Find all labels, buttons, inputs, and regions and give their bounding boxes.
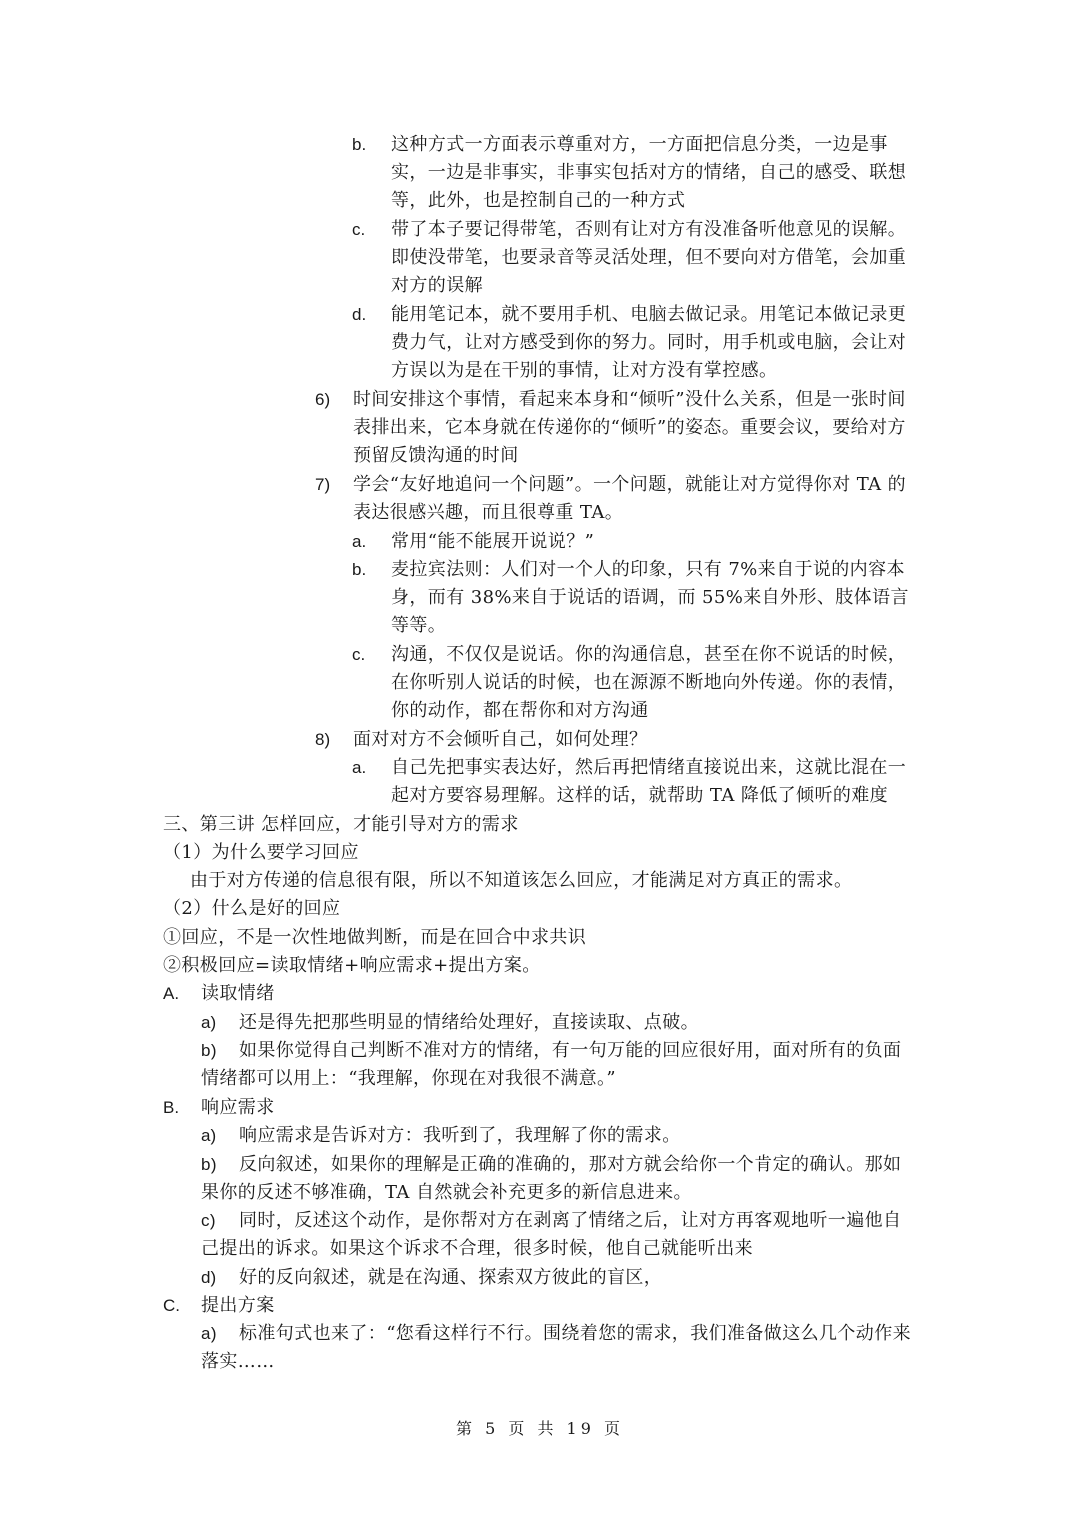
list-marker: d) [201, 1268, 217, 1287]
list-marker: a. [352, 758, 367, 777]
list-marker: a) [201, 1013, 217, 1032]
list-item-c [201, 1207, 917, 1263]
list-item-d [201, 1264, 879, 1292]
list-item-b [352, 556, 917, 641]
subsection-heading: （2）什么是好的回应 [163, 898, 341, 919]
paragraph: ①回应，不是一次性地做判断，而是在回合中求共识 [163, 927, 587, 948]
list-item-a [201, 1320, 917, 1376]
list-item-a [352, 754, 917, 810]
list-item-text: 这种方式一方面表示尊重对方，一方面把信息分类，一边是事实，一边是非事实，非事实包括对方的情绪，自己的感受、联想等，此外，也是控制自己的一种方式 [391, 134, 907, 212]
list-marker: b) [201, 1155, 217, 1174]
list-marker: d. [352, 305, 367, 324]
list-item-text: 时间安排这个事情，看起来本身和“倾听”没什么关系，但是一张时间表排出来，它本身就在传递你的“倾听”的姿态。重要会议，要给对方预留反馈沟通的时间 [353, 389, 906, 467]
list-marker: b. [352, 560, 367, 579]
list-item-8 [315, 726, 917, 754]
list-item-text: 常用“能不能展开说说？” [391, 531, 595, 552]
list-item-text: 响应需求是告诉对方：我听到了，我理解了你的需求。 [239, 1125, 681, 1146]
list-marker: C. [163, 1296, 180, 1315]
list-marker: c. [352, 645, 366, 664]
list-item-text: 如果你觉得自己判断不准对方的情绪，有一句万能的回应很好用，面对所有的负面情绪都可以用上：“我理解，你现在对我很不满意。” [201, 1040, 902, 1090]
list-item-text: 好的反向叙述，就是在沟通、探索双方彼此的盲区， [239, 1267, 663, 1288]
list-item-text: 带了本子要记得带笔，否则有让对方有没准备听他意见的误解。即使没带笔，也要录音等灵活处理，但不要向对方借笔，会加重对方的误解 [391, 219, 907, 297]
list-item-text: 学会“友好地追问一个问题”。一个问题，就能让对方觉得你对 TA 的表达很感兴趣，而且很尊重 TA。 [353, 474, 907, 524]
list-item-b [352, 131, 917, 216]
list-item-text: 面对对方不会倾听自己，如何处理？ [353, 729, 648, 750]
list-marker: a) [201, 1324, 217, 1343]
list-item-a [201, 1122, 879, 1150]
paragraph: 由于对方传递的信息很有限，所以不知道该怎么回应，才能满足对方真正的需求。 [190, 870, 853, 891]
list-marker: B. [163, 1098, 180, 1117]
list-item-B [163, 1094, 801, 1122]
list-item-text: 反向叙述，如果你的理解是正确的准确的，那对方就会给你一个肯定的确认。那如果你的反述不够准确，TA 自然就会补充更多的新信息进来。 [201, 1154, 902, 1204]
list-marker: c) [201, 1211, 216, 1230]
list-item-text: 麦拉宾法则：人们对一个人的印象，只有 7%来自于说的内容本身，而有 38%来自于说话的语调，而 55%来自外形、肢体语言等等。 [391, 559, 909, 637]
list-marker: 8) [315, 730, 331, 749]
page-footer: 第 5 页 共 19 页 [456, 1419, 624, 1438]
list-marker: c. [352, 220, 366, 239]
paragraph: ②积极回应=读取情绪+响应需求+提出方案。 [163, 955, 541, 976]
list-item-c [352, 216, 917, 301]
list-marker: a. [352, 532, 367, 551]
list-marker: b. [352, 135, 367, 154]
list-item-C [163, 1292, 801, 1320]
list-item-text: 响应需求 [201, 1097, 275, 1118]
list-marker: a) [201, 1126, 217, 1145]
list-item-text: 同时，反述这个动作，是你帮对方在剥离了情绪之后，让对方再客观地听一遍他自己提出的诉求。如果这个诉求不合理，很多时候，他自己就能听出来 [201, 1210, 902, 1260]
list-item-b [201, 1037, 917, 1093]
list-item-c [352, 641, 917, 726]
list-item-d [352, 301, 917, 386]
list-item-text: 还是得先把那些明显的情绪给处理好，直接读取、点破。 [239, 1012, 699, 1033]
list-item-a [201, 1009, 879, 1037]
list-marker: A. [163, 984, 180, 1003]
list-item-text: 自己先把事实表达好，然后再把情绪直接说出来，这就比混在一起对方要容易理解。这样的话，就帮助 TA 降低了倾听的难度 [391, 757, 907, 807]
list-marker: 6) [315, 390, 331, 409]
list-marker: 7) [315, 475, 331, 494]
list-item-6 [315, 386, 917, 471]
subsection-heading: （1）为什么要学习回应 [163, 842, 359, 863]
list-item-text: 标准句式也来了：“您看这样行不行。围绕着您的需求，我们准备做这么几个动作来落实…… [201, 1323, 911, 1373]
list-item-A [163, 980, 801, 1008]
list-item-a [352, 528, 917, 556]
list-item-text: 提出方案 [201, 1295, 275, 1316]
list-item-b [201, 1151, 917, 1207]
list-item-text: 能用笔记本，就不要用手机、电脑去做记录。用笔记本做记录更费力气，让对方感受到你的努力。同时，用手机或电脑，会让对方误以为是在干别的事情，让对方没有掌控感。 [391, 304, 907, 382]
list-item-text: 沟通，不仅仅是说话。你的沟通信息，甚至在你不说话的时候，在你听别人说话的时候，也在源源不断地向外传递。你的表情，你的动作，都在帮你和对方沟通 [391, 644, 907, 722]
list-item-7 [315, 471, 917, 527]
section-heading: 三、第三讲 怎样回应，才能引导对方的需求 [163, 814, 519, 835]
list-item-text: 读取情绪 [201, 983, 275, 1004]
list-marker: b) [201, 1041, 217, 1060]
